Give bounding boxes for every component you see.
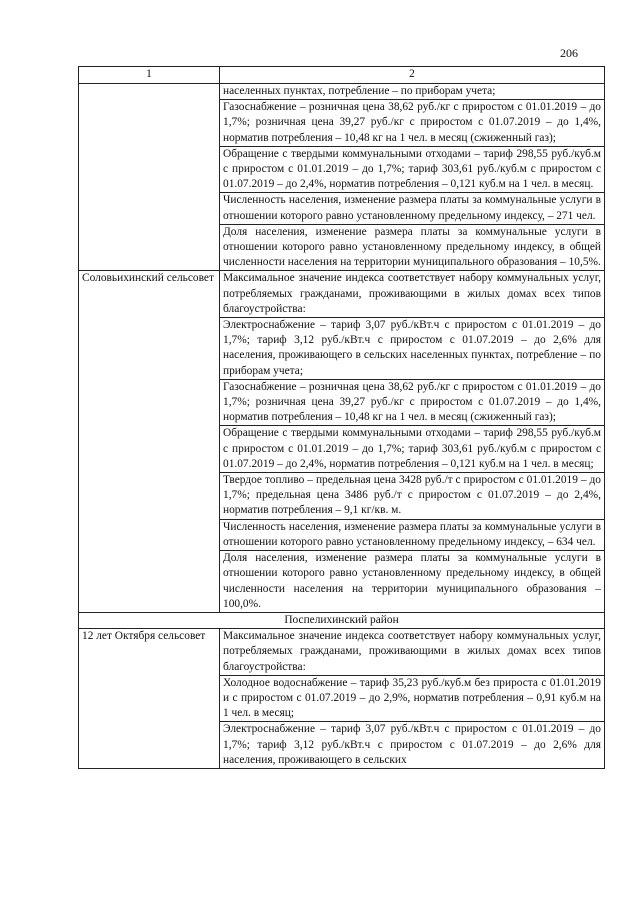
paragraph: Холодное водоснабжение – тариф 35,23 руб./куб.м без прироста с 01.01.2019 и с приростом с 01.07.2019 – до 2,9%, норматив потребления – 0,91 куб.м на 1 чел. в месяц;	[220, 675, 604, 722]
region-title: Поспелихинский район	[79, 612, 605, 628]
column-header-2: 2	[220, 67, 605, 84]
region-row	[79, 612, 605, 628]
table-header-row	[79, 67, 605, 84]
paragraph: Максимальное значение индекса соответствует набору коммунальных услуг, потребляемых гражданами, проживающими в жилых домах всех типов благоустройства:	[223, 630, 601, 673]
description-cell	[220, 629, 605, 769]
paragraph: Максимальное значение индекса соответствует набору коммунальных услуг, потребляемых гражданами, проживающими в жилых домах всех типов благоустройства:	[223, 272, 601, 315]
page-number: 206	[560, 46, 578, 60]
paragraph: Газоснабжение – розничная цена 38,62 руб./кг с приростом с 01.01.2019 – до 1,7%; розничная цена 39,27 руб./кг с приростом с 01.07.2019 – до 1,4%, норматив потребления – 10,48 кг на 1 чел. в месяц (сжиженный газ);	[220, 379, 604, 426]
description-cell	[220, 84, 605, 271]
paragraph: населенных пунктах, потребление – по приборам учета;	[223, 85, 496, 97]
paragraph: Численность населения, изменение размера платы за коммунальные услуги в отношении которого равно установленному предельному индексу, – 634 чел.	[220, 519, 604, 550]
municipality-cell	[79, 84, 220, 271]
municipality-name: 12 лет Октября сельсовет	[82, 630, 206, 643]
paragraph: Доля населения, изменение размера платы за коммунальные услуги в отношении которого равно установленному предельному индексу, в общей численности населения на территории муниципального образования – 10,5%.	[220, 224, 604, 271]
table-row	[79, 84, 605, 271]
municipality-cell	[79, 629, 220, 769]
paragraph: Численность населения, изменение размера платы за коммунальные услуги в отношении которого равно установленному предельному индексу, – 271 чел.	[220, 192, 604, 223]
tariff-table	[78, 66, 605, 769]
paragraph: Твердое топливо – предельная цена 3428 руб./т с приростом с 01.01.2019 – до 1,7%; предельная цена 3486 руб./т с приростом с 01.07.2019 – до 2,4%, норматив потребления – 9,1 кг/кв. м.	[220, 472, 604, 519]
paragraph: Электроснабжение – тариф 3,07 руб./кВт.ч с приростом с 01.01.2019 – до 1,7%; тариф 3,12 руб./кВт.ч с приростом с 01.07.2019 – до 2,6% для населения, проживающего в сельских населенных пунктах, потребление – по приборам учета;	[220, 317, 604, 379]
description-cell	[220, 271, 605, 612]
column-header-1: 1	[79, 67, 220, 84]
paragraph: Газоснабжение – розничная цена 38,62 руб./кг с приростом с 01.01.2019 – до 1,7%; розничная цена 39,27 руб./кг с приростом с 01.07.2019 – до 1,4%, норматив потребления – 10,48 кг на 1 чел. в месяц (сжиженный газ);	[220, 99, 604, 146]
paragraph: Обращение с твердыми коммунальными отходами – тариф 298,55 руб./куб.м с приростом с 01.01.2019 – до 1,7%; тариф 303,61 руб./куб.м с приростом с 01.07.2019 – до 2,4%, норматив потребления – 0,121 куб.м на 1 чел. в месяц;	[220, 425, 604, 472]
municipality-cell	[79, 271, 220, 612]
paragraph: Доля населения, изменение размера платы за коммунальные услуги в отношении которого равно установленному предельному индексу, в общей численности населения на территории муниципального образования – 100,0%.	[220, 550, 604, 612]
paragraph: Обращение с твердыми коммунальными отходами – тариф 298,55 руб./куб.м с приростом с 01.01.2019 – до 1,7%; тариф 303,61 руб./куб.м с приростом с 01.07.2019 – до 2,4%, норматив потребления – 0,121 куб.м на 1 чел. в месяц.	[220, 146, 604, 193]
table-row	[79, 629, 605, 769]
municipality-name: Соловьихинский сельсовет	[82, 272, 214, 285]
table-row	[79, 271, 605, 612]
paragraph: Электроснабжение – тариф 3,07 руб./кВт.ч с приростом с 01.01.2019 – до 1,7%; тариф 3,12 руб./кВт.ч с приростом с 01.07.2019 – до 2,6% для населения, проживающего в сельских	[220, 721, 604, 768]
